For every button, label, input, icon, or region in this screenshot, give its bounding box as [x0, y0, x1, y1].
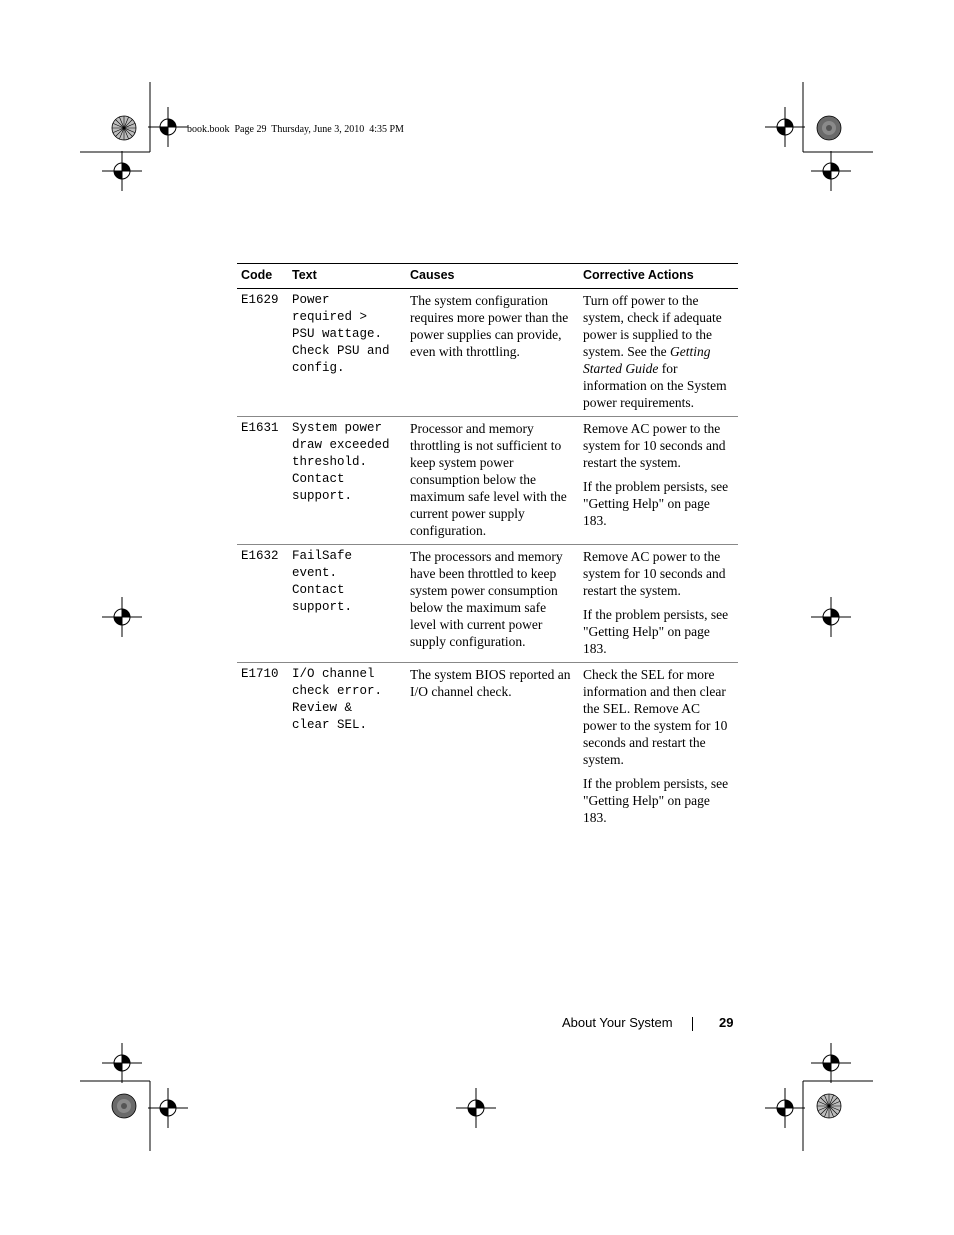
action-text-continued: for information on the System power requirements.: [583, 361, 727, 410]
error-cause: The system configuration requires more power than the power supplies can provide, even with throttling.: [406, 289, 579, 417]
action-text: Turn off power to the system, check if adequate power is supplied to the system. See the: [583, 293, 722, 359]
table-row: [237, 545, 738, 663]
corrective-actions: [579, 289, 738, 417]
document-reference: Getting Started Guide: [583, 344, 711, 376]
footer-divider: [692, 1017, 693, 1031]
corrective-actions: [579, 663, 738, 832]
page-number: 29: [719, 1015, 734, 1030]
action-paragraph: [583, 666, 734, 768]
table-row: [237, 417, 738, 545]
error-cause: Processor and memory throttling is not sufficient to keep system power consumption below the maximum safe level with the current power supply configuration.: [406, 417, 579, 545]
action-text: Remove AC power to the system for 10 seconds and restart the system.: [583, 421, 726, 470]
footer-section-title: About Your System: [562, 1015, 673, 1030]
error-code: E1632: [237, 545, 288, 663]
print-slug: book.book Page 29 Thursday, June 3, 2010 4:35 PM: [187, 124, 404, 135]
error-message: Power required > PSU wattage. Check PSU and config.: [288, 289, 406, 417]
error-message: I/O channel check error. Review & clear SEL.: [292, 667, 383, 732]
action-text: If the problem persists, see "Getting Help" on page 183.: [583, 479, 729, 528]
table-header-row: [237, 264, 738, 289]
error-code: E1710: [241, 667, 279, 681]
action-paragraph: [583, 292, 734, 411]
header-code: Code: [237, 264, 288, 289]
header-causes: Causes: [406, 264, 579, 289]
error-cause: The system BIOS reported an I/O channel check.: [410, 667, 571, 699]
action-paragraph: [583, 775, 734, 826]
action-text: Check the SEL for more information and then clear the SEL. Remove AC power to the system for 10 seconds and restart the system.: [583, 667, 728, 767]
header-corrective-actions: Corrective Actions: [579, 264, 738, 289]
corrective-actions: [579, 417, 738, 545]
header-text: Text: [288, 264, 406, 289]
action-text: Remove AC power to the system for 10 seconds and restart the system.: [583, 549, 726, 598]
error-code: E1631: [237, 417, 288, 545]
action-paragraph: [583, 606, 734, 657]
action-paragraph: [583, 420, 734, 471]
action-text: If the problem persists, see "Getting Help" on page 183.: [583, 607, 729, 656]
action-paragraph: [583, 478, 734, 529]
action-paragraph: [583, 548, 734, 599]
error-message: FailSafe event. Contact support.: [288, 545, 406, 663]
error-code-table: [237, 263, 738, 831]
error-code: E1629: [237, 289, 288, 417]
corrective-actions: [579, 545, 738, 663]
table-row: [237, 663, 738, 832]
error-message: System power draw exceeded threshold. Contact support.: [288, 417, 406, 545]
action-text: If the problem persists, see "Getting Help" on page 183.: [583, 776, 729, 825]
table-row: [237, 289, 738, 417]
error-cause: The processors and memory have been throttled to keep system power consumption below the maximum safe level with current power supply configuration.: [406, 545, 579, 663]
